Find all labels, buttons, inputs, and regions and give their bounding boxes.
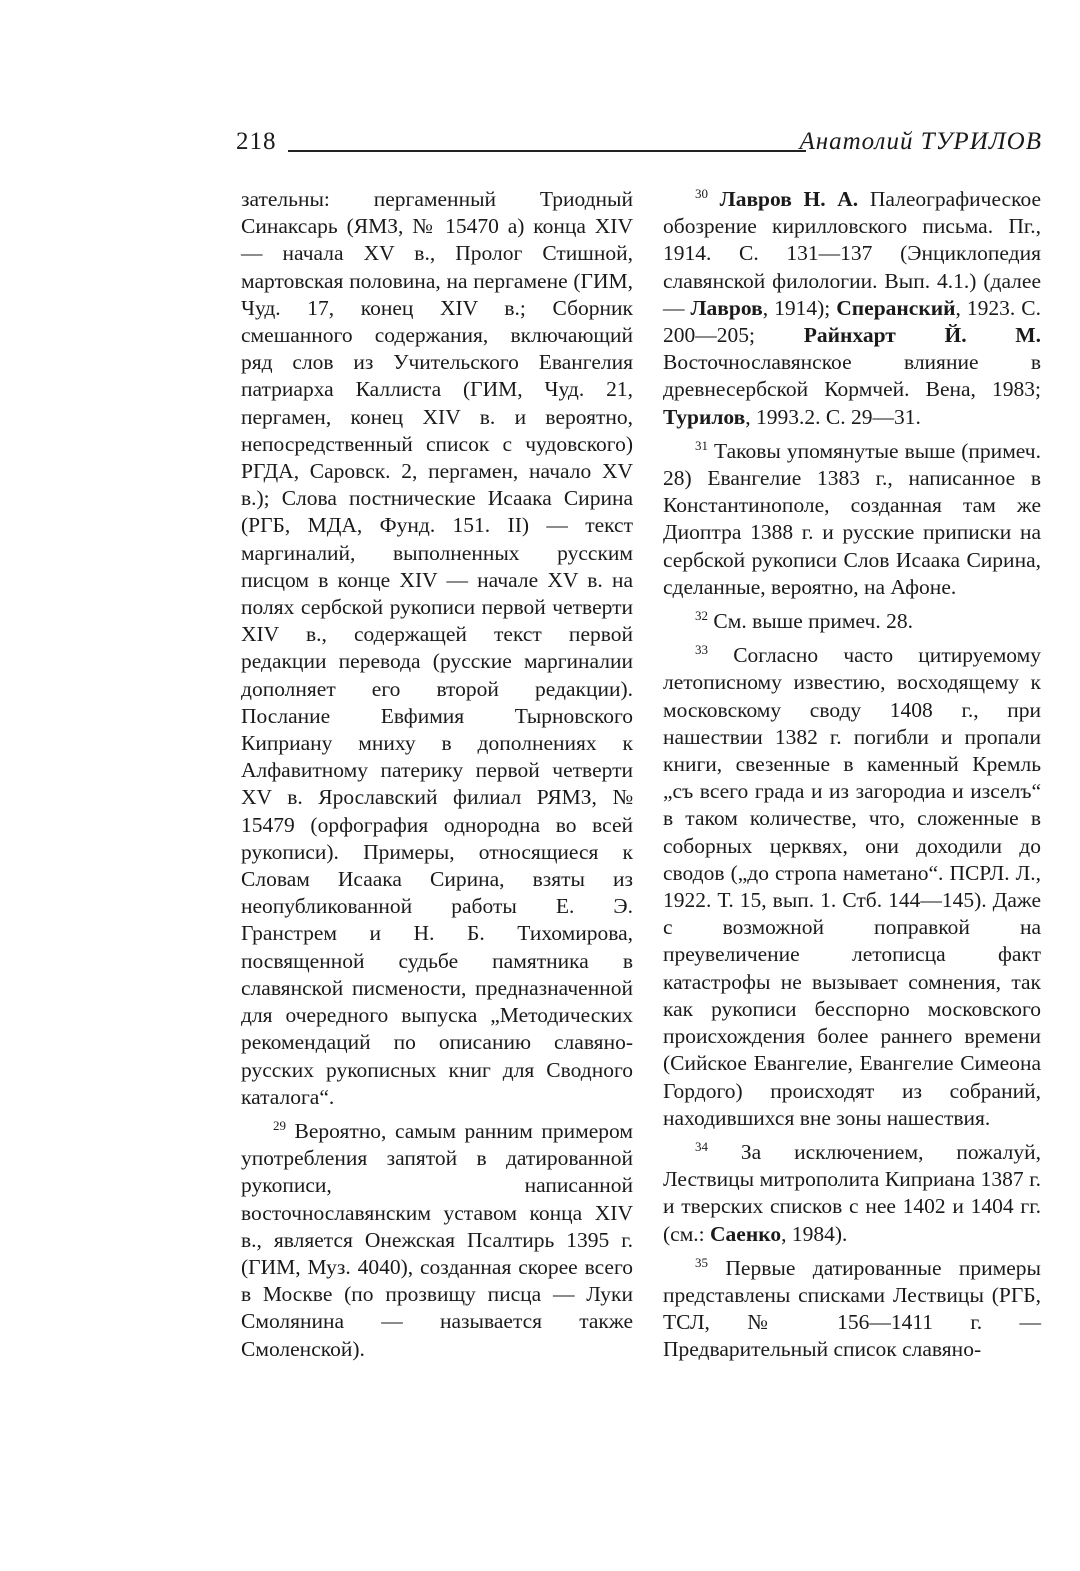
footnote-30-author: Лавров (690, 295, 763, 320)
footnote-33 (663, 642, 1041, 1132)
footnote-35-text: Первые датированные примеры представлены списками Лествицы (РГБ, ТСЛ, № 156—1411 г. — Предварительный список славяно- (663, 1255, 1041, 1362)
footnote-30-number: 30 (695, 186, 708, 201)
footnote-30-text: , 1993.2. С. 29—31. (745, 404, 921, 429)
page-number: 218 (236, 128, 277, 155)
footnote-33-text: Согласно часто цитируемому летописному известию, восходящему к московскому своду 1408 г., при нашествии 1382 г. погибли и пропали книги, свезенные в каменный Кремль „съ всего града и из загородиа и изселъ“ в таком количестве, что, сложенные в соборных церквях, они доходили до сводов („до стропа наметано“. ПСРЛ. Л., 1922. Т. 15, вып. 1. Стб. 144—145). Даже с возможной поправкой на преувеличение летописца факт катастрофы не вызывает сомнения, так как рукописи бесспорно московского происхождения более раннего времени (Сийское Евангелие, Евангелие Симеона Гордого) происходят из собраний, находившихся вне зоны нашествия. (663, 643, 1041, 1130)
footnote-30-text: Палеографическое обозрение кирилловского письма. Пг., 1914. С. 131—137 (Энциклопедия славянской филологии. Вып. 4.1.) (далее — (663, 187, 1042, 320)
footnote-30-author: Лавров Н. А. (719, 187, 859, 211)
footnote-32-text: См. выше примеч. 28. (713, 609, 913, 634)
footnote-34-author: Саенко (710, 1221, 782, 1246)
page-header (236, 128, 1042, 168)
left-column (241, 186, 633, 1370)
main-paragraph: зательны: пергаменный Триодный Синаксарь (ЯМЗ, № 15470 а) конца XIV — начала XV в., Пролог Стишной, мартовская половина, на пергамене (ГИМ, Чуд. 17, конец XIV в.; Сборник смешанного содержания, включающий ряд слов из Учительского Евангелия патриарха Каллиста (ГИМ, Чуд. 21, пергамен, конец XIV в. и вероятно, непосредственный список с чудовского) РГДА, Саровск. 2, пергамен, начало XV в.); Слова постнические Исаака Сирина (РГБ, МДА, Фунд. 151. II) — текст маргиналий, выполненных русским писцом в конце XIV — начале XV в. на полях сербской рукописи первой четверти XIV в., содержащей текст первой редакции перевода (русские маргиналии дополняет его второй редакции). Послание Евфимия Тырновского Киприану мниху в дополнениях к Алфавитному патерику первой четверти XV в. Ярославский филиал РЯМЗ, № 15479 (орфография однородна во всей рукописи). Примеры, относящиеся к Словам Исаака Сирина, взяты из неопубликованной работы Е. Э. Гранстрем и Н. Б. Тихомирова, посвященной судьбе памятника в славянской писмености, предназначенной для очередного выпуска „Методических рекомендаций по описанию славяно-русских рукописных книг для Сводного каталога“. (241, 187, 633, 1109)
footnote-32 (663, 608, 1041, 635)
footnote-30-text: , 1914); (762, 295, 837, 320)
header-rule (288, 150, 806, 152)
footnote-31 (663, 438, 1041, 601)
footnote-33-number: 33 (695, 642, 708, 658)
footnote-35 (663, 1255, 1041, 1364)
footnote-34 (663, 1139, 1041, 1248)
footnote-34-text: За исключением, пожалуй, Лествицы митрополита Киприана 1387 г. и тверских списков с нее 1402 и 1404 гг. (см.: (663, 1139, 1041, 1246)
footnote-30-author: Райнхарт Й. М. (803, 323, 1041, 348)
running-head: Анатолий ТУРИЛОВ (799, 128, 1042, 155)
footnote-34-text: , 1984). (781, 1221, 848, 1246)
footnote-30-author: Турилов (663, 404, 746, 429)
footnote-30 (663, 186, 1041, 431)
footnote-31-text: Таковы упомянутые выше (примеч. 28) Евангелие 1383 г., написанное в Константинополе, созданная там же Диоптра 1388 г. и русские приписки на сербской рукописи Слов Исаака Сирина, сделанные, вероятно, на Афоне. (663, 438, 1041, 599)
footnote-29-number: 29 (273, 1117, 286, 1133)
footnote-29-text: Вероятно, самым ранним примером употребления запятой в датированной рукописи, написанной восточнославянским уставом конца XIV в., является Онежская Псалтирь 1395 г. (ГИМ, Муз. 4040), созданная скорее всего в Москве (по прозвищу писца — Луки Смолянина — называется также Смоленской). (241, 1118, 634, 1361)
footnote-34-number: 34 (695, 1138, 708, 1154)
right-column (663, 186, 1041, 1371)
footnote-30-author: Сперанский (836, 295, 956, 320)
footnote-29 (241, 1118, 633, 1363)
footnote-31-number: 31 (695, 437, 708, 453)
footnote-35-number: 35 (695, 1254, 708, 1270)
footnote-30-text: Восточнославянское влияние в древнесербской Кормчей. Вена, 1983; (663, 350, 1041, 402)
footnote-30-text: , 1923. С. 200—205; (663, 295, 1041, 348)
footnote-32-number: 32 (695, 608, 708, 624)
